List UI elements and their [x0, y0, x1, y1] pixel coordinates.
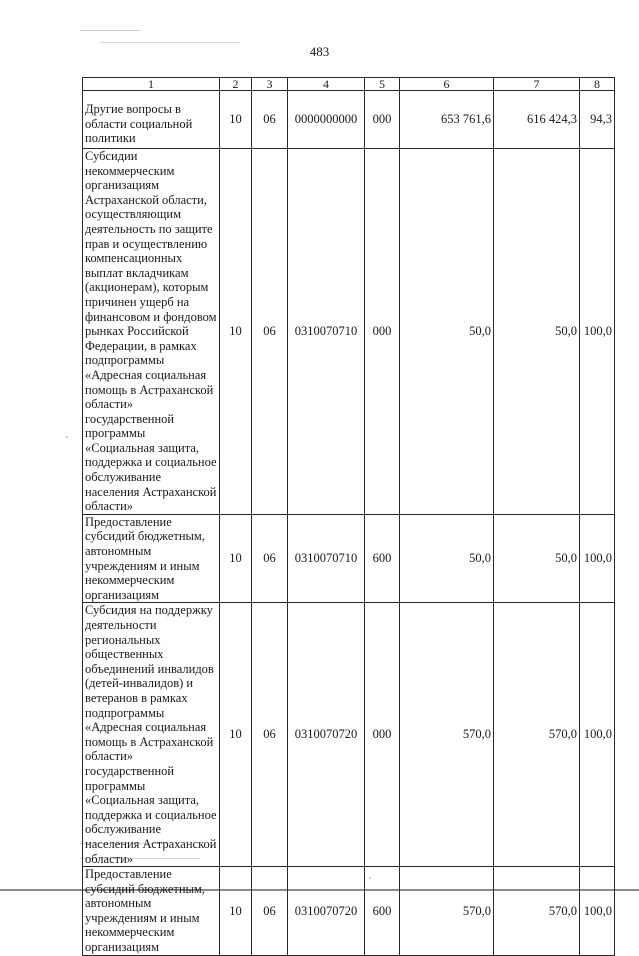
target-article-code: 0310070720	[288, 603, 365, 867]
expense-type-code: 000	[365, 91, 400, 149]
actual-amount: 570,0	[494, 867, 580, 956]
execution-percent: 100,0	[580, 514, 615, 603]
subsection-code: 06	[252, 867, 288, 956]
table-row	[83, 867, 615, 956]
scan-artifact	[80, 30, 140, 31]
column-header: 5	[365, 78, 400, 91]
subsection-code: 06	[252, 149, 288, 515]
budget-table	[82, 77, 615, 956]
execution-percent: 100,0	[580, 149, 615, 515]
column-header: 7	[494, 78, 580, 91]
execution-percent: 100,0	[580, 867, 615, 956]
actual-amount: 50,0	[494, 514, 580, 603]
subsection-code: 06	[252, 514, 288, 603]
column-header: 8	[580, 78, 615, 91]
actual-amount: 616 424,3	[494, 91, 580, 149]
row-name: Предоставление субсидий бюджетным, автономным учреждениям и иным некоммерческим организациям	[83, 867, 220, 956]
row-name: Другие вопросы в области социальной политики	[83, 91, 220, 149]
table-row	[83, 149, 615, 515]
target-article-code: 0310070710	[288, 514, 365, 603]
target-article-code: 0000000000	[288, 91, 365, 149]
section-code: 10	[220, 867, 252, 956]
planned-amount: 653 761,6	[400, 91, 494, 149]
planned-amount: 570,0	[400, 603, 494, 867]
expense-type-code: 000	[365, 603, 400, 867]
actual-amount: 50,0	[494, 149, 580, 515]
row-name: Субсидия на поддержку деятельности региональных общественных объединений инвалидов (детей-инвалидов) и ветеранов в рамках подпрограммы «Адресная социальная помощь в Астраханской области» государственной программы «Социальная защита, поддержка и социальное обслуживание населения Астраханской области»	[83, 603, 220, 867]
column-header: 4	[288, 78, 365, 91]
scan-artifact	[66, 436, 68, 438]
column-header: 2	[220, 78, 252, 91]
section-code: 10	[220, 514, 252, 603]
expense-type-code: 000	[365, 149, 400, 515]
table-row	[83, 91, 615, 149]
section-code: 10	[220, 91, 252, 149]
row-name: Предоставление субсидий бюджетным, автономным учреждениям и иным некоммерческим организациям	[83, 514, 220, 603]
planned-amount: 50,0	[400, 514, 494, 603]
column-header: 1	[83, 78, 220, 91]
planned-amount: 50,0	[400, 149, 494, 515]
expense-type-code: 600	[365, 867, 400, 956]
section-code: 10	[220, 603, 252, 867]
expense-type-code: 600	[365, 514, 400, 603]
target-article-code: 0310070720	[288, 867, 365, 956]
subsection-code: 06	[252, 603, 288, 867]
target-article-code: 0310070710	[288, 149, 365, 515]
table-row	[83, 514, 615, 603]
actual-amount: 570,0	[494, 603, 580, 867]
column-header: 3	[252, 78, 288, 91]
scan-artifact	[100, 42, 240, 43]
subsection-code: 06	[252, 91, 288, 149]
execution-percent: 100,0	[580, 603, 615, 867]
column-header: 6	[400, 78, 494, 91]
page-number: 483	[309, 44, 330, 59]
table-row	[83, 603, 615, 867]
section-code: 10	[220, 149, 252, 515]
header-row	[83, 78, 615, 91]
row-name: Субсидии некоммерческим организациям Астраханской области, осуществляющим деятельность по защите прав и осуществлению компенсационных выплат вкладчикам (акционерам), которым причинен ущерб на финансовом и фондовом рынках Российской Федерации, в рамках подпрограммы «Адресная социальная помощь в Астраханской области» государственной программы «Социальная защита, поддержка и социальное обслуживание населения Астраханской области»	[83, 149, 220, 515]
planned-amount: 570,0	[400, 867, 494, 956]
execution-percent: 94,3	[580, 91, 615, 149]
